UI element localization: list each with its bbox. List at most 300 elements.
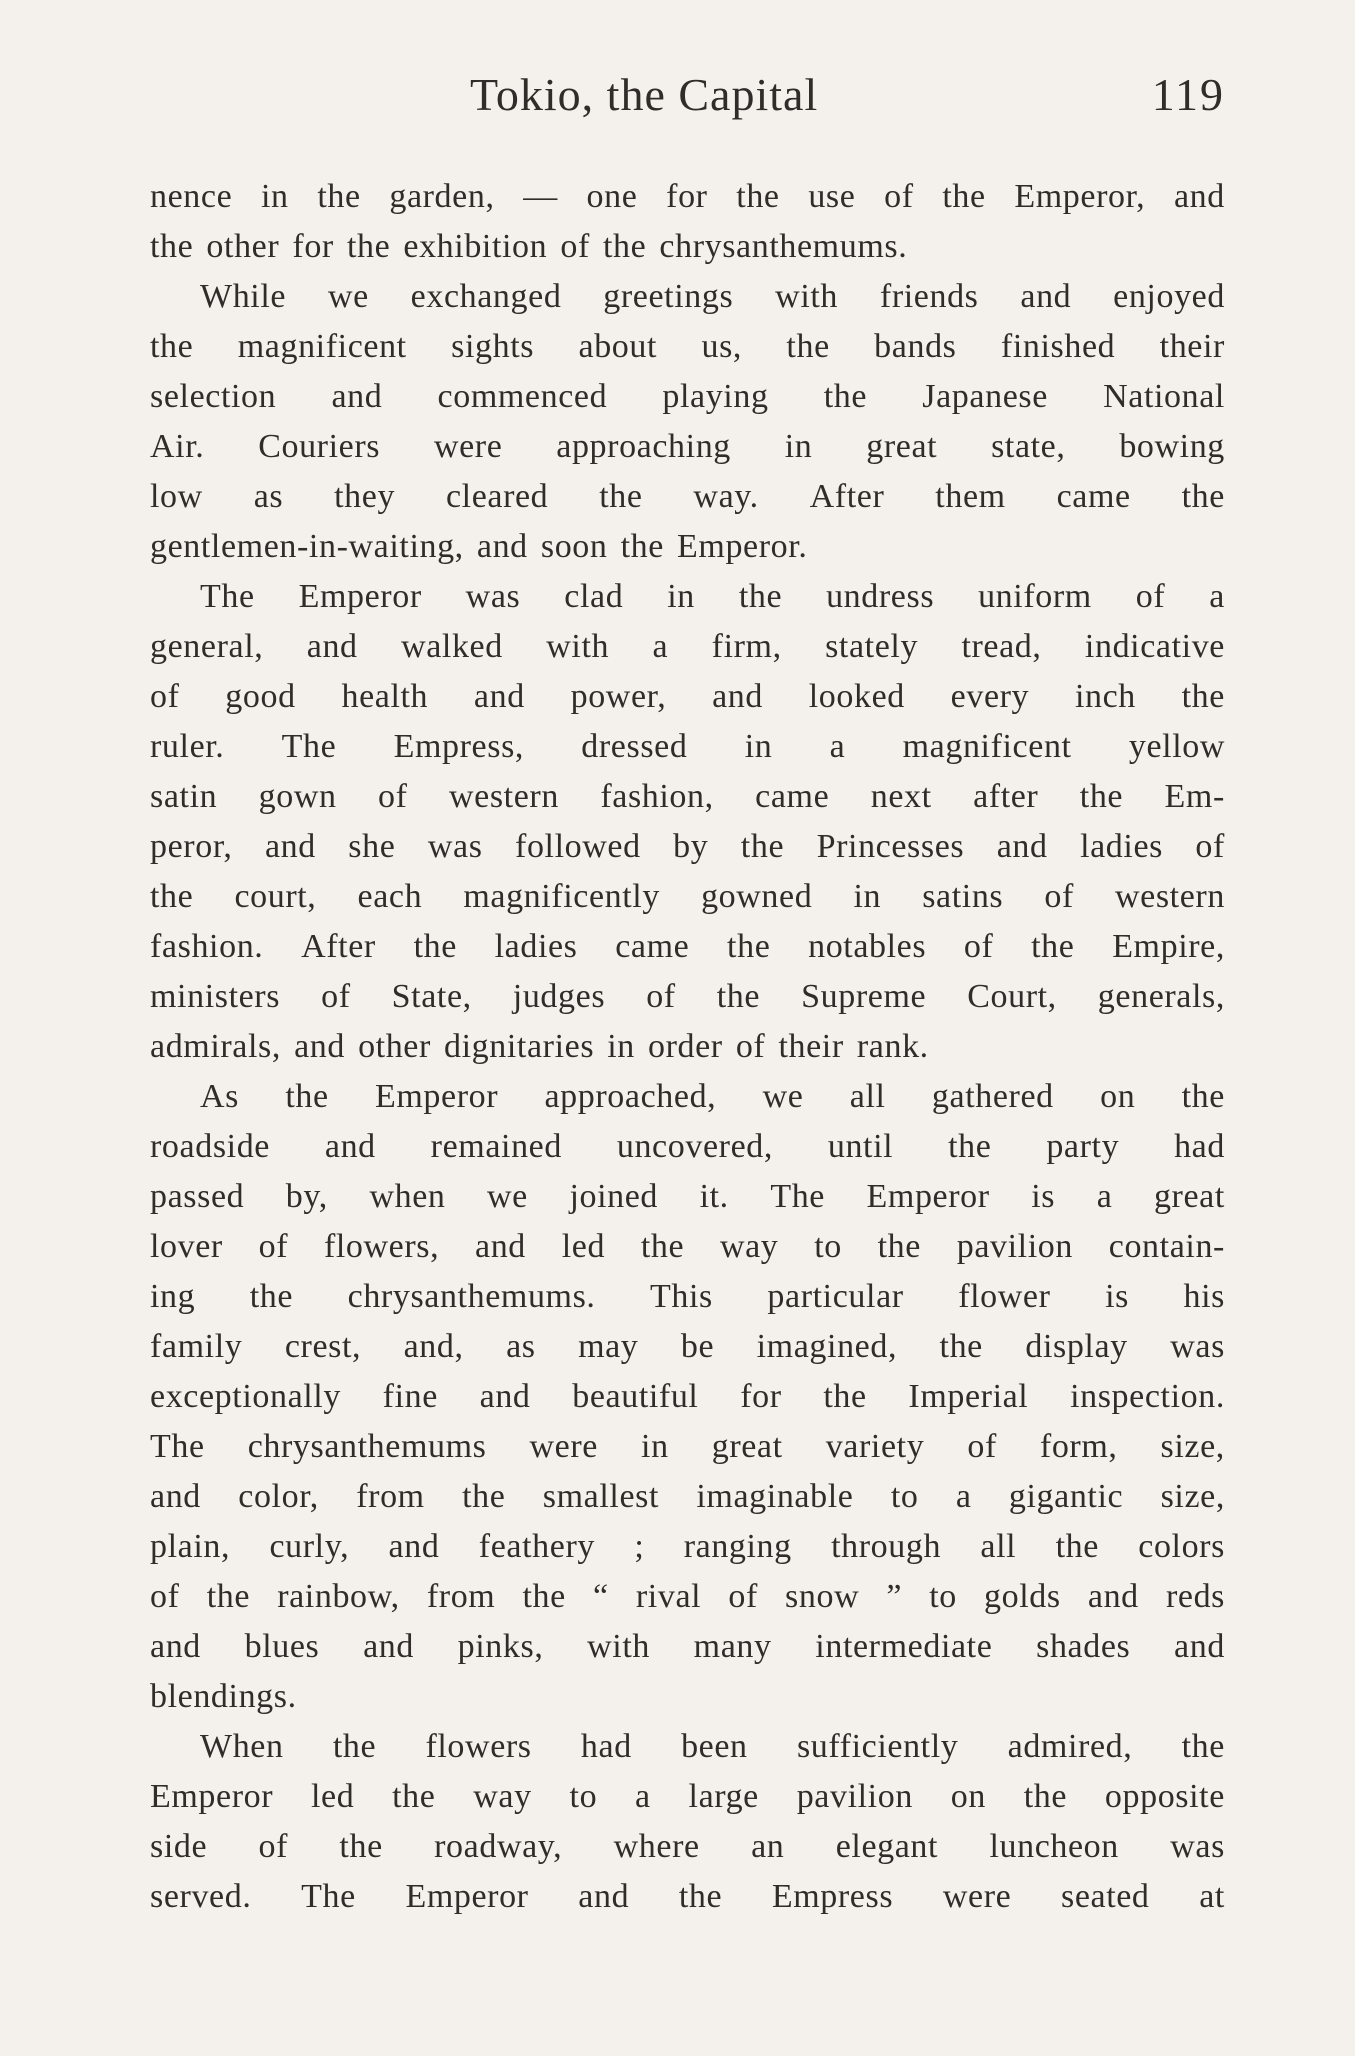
word: Emperor, (1014, 178, 1146, 215)
word: were (433, 428, 503, 465)
word: of (258, 1828, 289, 1865)
word: western (1115, 878, 1225, 915)
word: been (681, 1728, 748, 1765)
word: State, (391, 978, 472, 1015)
word: as (253, 478, 284, 515)
word: were (529, 1428, 598, 1465)
text-line: gentlemen-in-waiting, and soon the Emperor. (150, 528, 808, 565)
word: for (666, 178, 708, 215)
word: uniform (978, 578, 1092, 615)
word: a (635, 1778, 651, 1815)
word: with (587, 1628, 650, 1665)
word: is (1031, 1178, 1056, 1215)
word: remained (430, 1128, 562, 1165)
text-line (150, 1372, 1225, 1422)
word: Couriers (258, 428, 381, 465)
text-line (150, 1222, 1225, 1272)
word: flower (958, 1278, 1051, 1315)
word: and (578, 1878, 630, 1915)
word: gigantic (1008, 1478, 1124, 1515)
word: the (522, 1578, 566, 1615)
word: by (673, 828, 709, 865)
word: The (200, 578, 255, 615)
word: the (942, 178, 986, 215)
word: the (392, 1778, 436, 1815)
word: and (475, 1228, 526, 1265)
word: and (1174, 1628, 1225, 1665)
running-title: Tokio, the Capital (470, 69, 819, 120)
word: all (849, 1078, 886, 1115)
word: and (712, 678, 763, 715)
word: ladies (494, 928, 578, 965)
word: the (1031, 928, 1075, 965)
word: ing (150, 1278, 196, 1315)
word: garden, (389, 178, 495, 215)
word: may (578, 1328, 639, 1365)
text-line (150, 572, 1225, 622)
word: friends (879, 278, 979, 315)
word: Empire, (1112, 928, 1225, 965)
word: pinks, (457, 1628, 544, 1665)
word: ruler. (150, 728, 225, 765)
word: and (473, 678, 525, 715)
word: undress (826, 578, 935, 615)
text-line (150, 1122, 1225, 1172)
word: for (740, 1378, 782, 1415)
word: crest, (284, 1328, 362, 1365)
word: use (808, 178, 856, 215)
word: intermediate (815, 1628, 993, 1665)
word: After (809, 478, 885, 515)
word: each (357, 878, 423, 915)
word: roadside (150, 1128, 270, 1165)
text-line (150, 1322, 1225, 1372)
word: of (646, 978, 676, 1015)
word: curly, (269, 1528, 350, 1565)
word: and (264, 828, 316, 865)
word: and (388, 1528, 440, 1565)
word: way (719, 1228, 779, 1265)
word: chrysanthemums. (347, 1278, 596, 1315)
word: blues (244, 1628, 320, 1665)
word: particular (767, 1278, 904, 1315)
word: Empress (771, 1878, 894, 1915)
word: the (939, 1328, 983, 1365)
word: many (693, 1628, 772, 1665)
word: the (317, 178, 361, 215)
word: form, (1039, 1428, 1118, 1465)
word: fine (382, 1378, 438, 1415)
word: we (327, 278, 369, 315)
word: we (487, 1178, 528, 1215)
text-line (150, 1422, 1225, 1472)
word: dressed (581, 728, 688, 765)
word: Em- (1164, 778, 1225, 815)
word: and (363, 1628, 414, 1665)
word: and (1020, 278, 1072, 315)
word: approaching (556, 428, 731, 465)
word: firm, (711, 628, 782, 665)
word: roadway, (434, 1828, 563, 1865)
word: imaginable (696, 1478, 854, 1515)
word: magnificent (237, 328, 407, 365)
word: was (1170, 1828, 1225, 1865)
text-line (150, 1772, 1225, 1822)
word: generals, (1097, 978, 1225, 1015)
word: after (973, 778, 1039, 815)
word: flowers (425, 1728, 532, 1765)
text-line (150, 1522, 1225, 1572)
word: the (1181, 678, 1225, 715)
word: to (890, 1478, 919, 1515)
word: Emperor (150, 1778, 274, 1815)
word: had (1174, 1128, 1225, 1165)
word: an (751, 1828, 785, 1865)
word: served. (150, 1878, 252, 1915)
word: sufficiently (796, 1728, 959, 1765)
word: nence (150, 178, 233, 215)
text-line (150, 372, 1225, 422)
word: The (281, 728, 337, 765)
word: the (716, 978, 761, 1015)
word: of (1044, 878, 1074, 915)
word: and (479, 1378, 531, 1415)
word: from (356, 1478, 425, 1515)
word: with (546, 628, 610, 665)
word: plain, (150, 1528, 231, 1565)
word: snow (785, 1578, 860, 1615)
word: and (1087, 1578, 1139, 1615)
word: the (1181, 1728, 1225, 1765)
word: size, (1160, 1428, 1225, 1465)
word: in (853, 878, 882, 915)
word: was (465, 578, 521, 615)
word: uncovered, (616, 1128, 773, 1165)
word: yellow (1128, 728, 1225, 765)
text-line (150, 1822, 1225, 1872)
word: pavilion (796, 1778, 913, 1815)
word: gowned (701, 878, 813, 915)
word: health (341, 678, 429, 715)
text-line (150, 1072, 1225, 1122)
word: gathered (931, 1078, 1054, 1115)
word: of (963, 928, 994, 965)
word: seated (1060, 1878, 1150, 1915)
text-line (150, 172, 1225, 222)
word: be (680, 1328, 715, 1365)
word: through (831, 1528, 942, 1565)
text-line (150, 322, 1225, 372)
word: from (426, 1578, 496, 1615)
text-line (150, 1272, 1225, 1322)
word: of (728, 1578, 758, 1615)
word: were (942, 1878, 1012, 1915)
word: size, (1160, 1478, 1225, 1515)
text-line (150, 872, 1225, 922)
word: led (310, 1778, 355, 1815)
word: the (150, 328, 194, 365)
word: the (727, 928, 771, 965)
word: greetings (603, 278, 734, 315)
word: great (1153, 1178, 1225, 1215)
word: commenced (437, 378, 608, 415)
text-line (150, 1172, 1225, 1222)
word: way (473, 1778, 532, 1815)
word: a (1096, 1178, 1113, 1215)
word: and (996, 828, 1048, 865)
word: sights (451, 328, 535, 365)
word: admired, (1007, 1728, 1133, 1765)
word: magnificent (902, 728, 1072, 765)
word: had (580, 1728, 632, 1765)
word: notables (808, 928, 927, 965)
word: bands (874, 328, 957, 365)
word: until (827, 1128, 894, 1165)
word: inspection. (1070, 1378, 1225, 1415)
word: came (1056, 478, 1131, 515)
word: the (736, 178, 780, 215)
word: imagined, (756, 1328, 898, 1365)
text-line (150, 1722, 1225, 1772)
text-line (150, 272, 1225, 322)
word: clad (564, 578, 624, 615)
body-text (150, 172, 1225, 1922)
word: the (740, 828, 785, 865)
word: After (301, 928, 376, 965)
word: joined (569, 1178, 659, 1215)
word: when (369, 1178, 446, 1215)
word: elegant (835, 1828, 939, 1865)
text-line (150, 1572, 1225, 1622)
word: flowers, (323, 1228, 440, 1265)
word: family (150, 1328, 243, 1365)
word: of (967, 1428, 997, 1465)
word: in (744, 728, 773, 765)
word: all (980, 1528, 1017, 1565)
text-line (150, 422, 1225, 472)
text-line (150, 1472, 1225, 1522)
word: indicative (1084, 628, 1225, 665)
word: next (870, 778, 932, 815)
word: stately (825, 628, 919, 665)
word: judges (512, 978, 606, 1015)
word: Supreme (801, 978, 927, 1015)
word: of (150, 1578, 180, 1615)
word: his (1183, 1278, 1225, 1315)
word: was (427, 828, 483, 865)
word: at (1199, 1878, 1225, 1915)
word: the (948, 1128, 992, 1165)
text-line (150, 472, 1225, 522)
word: us, (701, 328, 743, 365)
word: shades (1036, 1628, 1131, 1665)
word: a (829, 728, 846, 765)
word: approached, (544, 1078, 717, 1115)
word: ; (634, 1528, 645, 1565)
word: the (640, 1228, 685, 1265)
word: by, (285, 1178, 328, 1215)
word: power, (570, 678, 667, 715)
word: western (448, 778, 559, 815)
word: side (150, 1828, 208, 1865)
word: as (506, 1328, 536, 1365)
word: the (738, 578, 783, 615)
text-line (150, 1872, 1225, 1922)
word: to (814, 1228, 842, 1265)
word: of (1195, 828, 1225, 865)
word: of (378, 778, 408, 815)
word: satin (150, 778, 218, 815)
text-line: admirals, and other dignitaries in order of their rank. (150, 1028, 929, 1065)
word: walked (401, 628, 503, 665)
text-line: the other for the exhibition of the chrysanthemums. (150, 228, 908, 265)
word: feathery (478, 1528, 595, 1565)
word: ministers (150, 978, 281, 1015)
word: Court, (967, 978, 1057, 1015)
word: Imperial (908, 1378, 1029, 1415)
word: and (306, 628, 358, 665)
word: tread, (961, 628, 1042, 665)
word: came (615, 928, 690, 965)
word: luncheon (989, 1828, 1119, 1865)
text-line (150, 1622, 1225, 1672)
word: golds (984, 1578, 1061, 1615)
word: led (561, 1228, 606, 1265)
page-header (150, 69, 1225, 132)
word: she (348, 828, 396, 865)
word: passed (150, 1178, 245, 1215)
word: The (150, 1428, 205, 1465)
word: rival (635, 1578, 702, 1615)
word: and (150, 1478, 201, 1515)
word: the (823, 1378, 867, 1415)
word: ” (886, 1578, 903, 1615)
word: the (1023, 1778, 1068, 1815)
word: and (1173, 178, 1225, 215)
word: Japanese (922, 378, 1048, 415)
word: the (462, 1478, 506, 1515)
page-number: 119 (1151, 69, 1225, 120)
text-line: blendings. (150, 1678, 297, 1715)
word: chrysanthemums (247, 1428, 487, 1465)
word: Emperor (405, 1878, 529, 1915)
word: cleared (445, 478, 549, 515)
word: the (249, 1278, 294, 1315)
word: finished (1000, 328, 1116, 365)
word: great (866, 428, 938, 465)
text-line (150, 772, 1225, 822)
word: in (784, 428, 813, 465)
word: the (678, 1878, 723, 1915)
word: the (1079, 778, 1124, 815)
word: came (755, 778, 830, 815)
word: the (823, 378, 868, 415)
word: of (258, 1228, 289, 1265)
word: This (650, 1278, 713, 1315)
word: them (935, 478, 1006, 515)
word: party (1046, 1128, 1120, 1165)
word: the (877, 1228, 921, 1265)
word: — (523, 178, 558, 215)
word: fashion. (150, 928, 264, 965)
word: Princesses (816, 828, 965, 865)
word: of (1135, 578, 1166, 615)
word: ladies (1080, 828, 1163, 865)
word: When (200, 1728, 284, 1765)
word: the (1181, 478, 1225, 515)
word: pavilion (956, 1228, 1073, 1265)
word: Emperor (866, 1178, 990, 1215)
word: one (586, 178, 638, 215)
word: general, (150, 628, 264, 665)
word: colors (1138, 1528, 1225, 1565)
word: As (200, 1078, 239, 1115)
word: Emperor (375, 1078, 499, 1115)
text-line (150, 972, 1225, 1022)
word: bowing (1119, 428, 1225, 465)
text-line (150, 622, 1225, 672)
word: court, (234, 878, 317, 915)
word: the (285, 1078, 329, 1115)
word: on (950, 1778, 986, 1815)
word: inch (1074, 678, 1136, 715)
text-line (150, 722, 1225, 772)
word: color, (238, 1478, 319, 1515)
word: While (200, 278, 287, 315)
word: followed (515, 828, 641, 865)
text-line (150, 922, 1225, 972)
word: the (599, 478, 643, 515)
word: exchanged (410, 278, 562, 315)
word: of (150, 678, 180, 715)
word: to (929, 1578, 957, 1615)
word: way. (693, 478, 759, 515)
word: Empress, (393, 728, 525, 765)
word: low (150, 478, 203, 515)
word: their (1159, 328, 1225, 365)
word: on (1100, 1078, 1136, 1115)
word: the (413, 928, 457, 965)
word: gown (258, 778, 337, 815)
word: a (955, 1478, 972, 1515)
word: the (150, 878, 194, 915)
word: magnificently (463, 878, 660, 915)
word: the (786, 328, 830, 365)
word: we (762, 1078, 804, 1115)
text-line (150, 822, 1225, 872)
word: is (1105, 1278, 1129, 1315)
word: ranging (683, 1528, 792, 1565)
word: they (334, 478, 396, 515)
text-line (150, 672, 1225, 722)
word: and (150, 1628, 201, 1665)
word: exceptionally (150, 1378, 341, 1415)
word: looked (808, 678, 905, 715)
word: The (301, 1878, 356, 1915)
word: large (688, 1778, 759, 1815)
word: to (569, 1778, 598, 1815)
word: where (613, 1828, 700, 1865)
word: of (884, 178, 914, 215)
word: enjoyed (1113, 278, 1225, 315)
word: beautiful (572, 1378, 699, 1415)
word: lover (150, 1228, 223, 1265)
word: the (206, 1578, 251, 1615)
word: the (1055, 1528, 1099, 1565)
word: and (324, 1128, 376, 1165)
word: state, (991, 428, 1066, 465)
word: reds (1165, 1578, 1225, 1615)
